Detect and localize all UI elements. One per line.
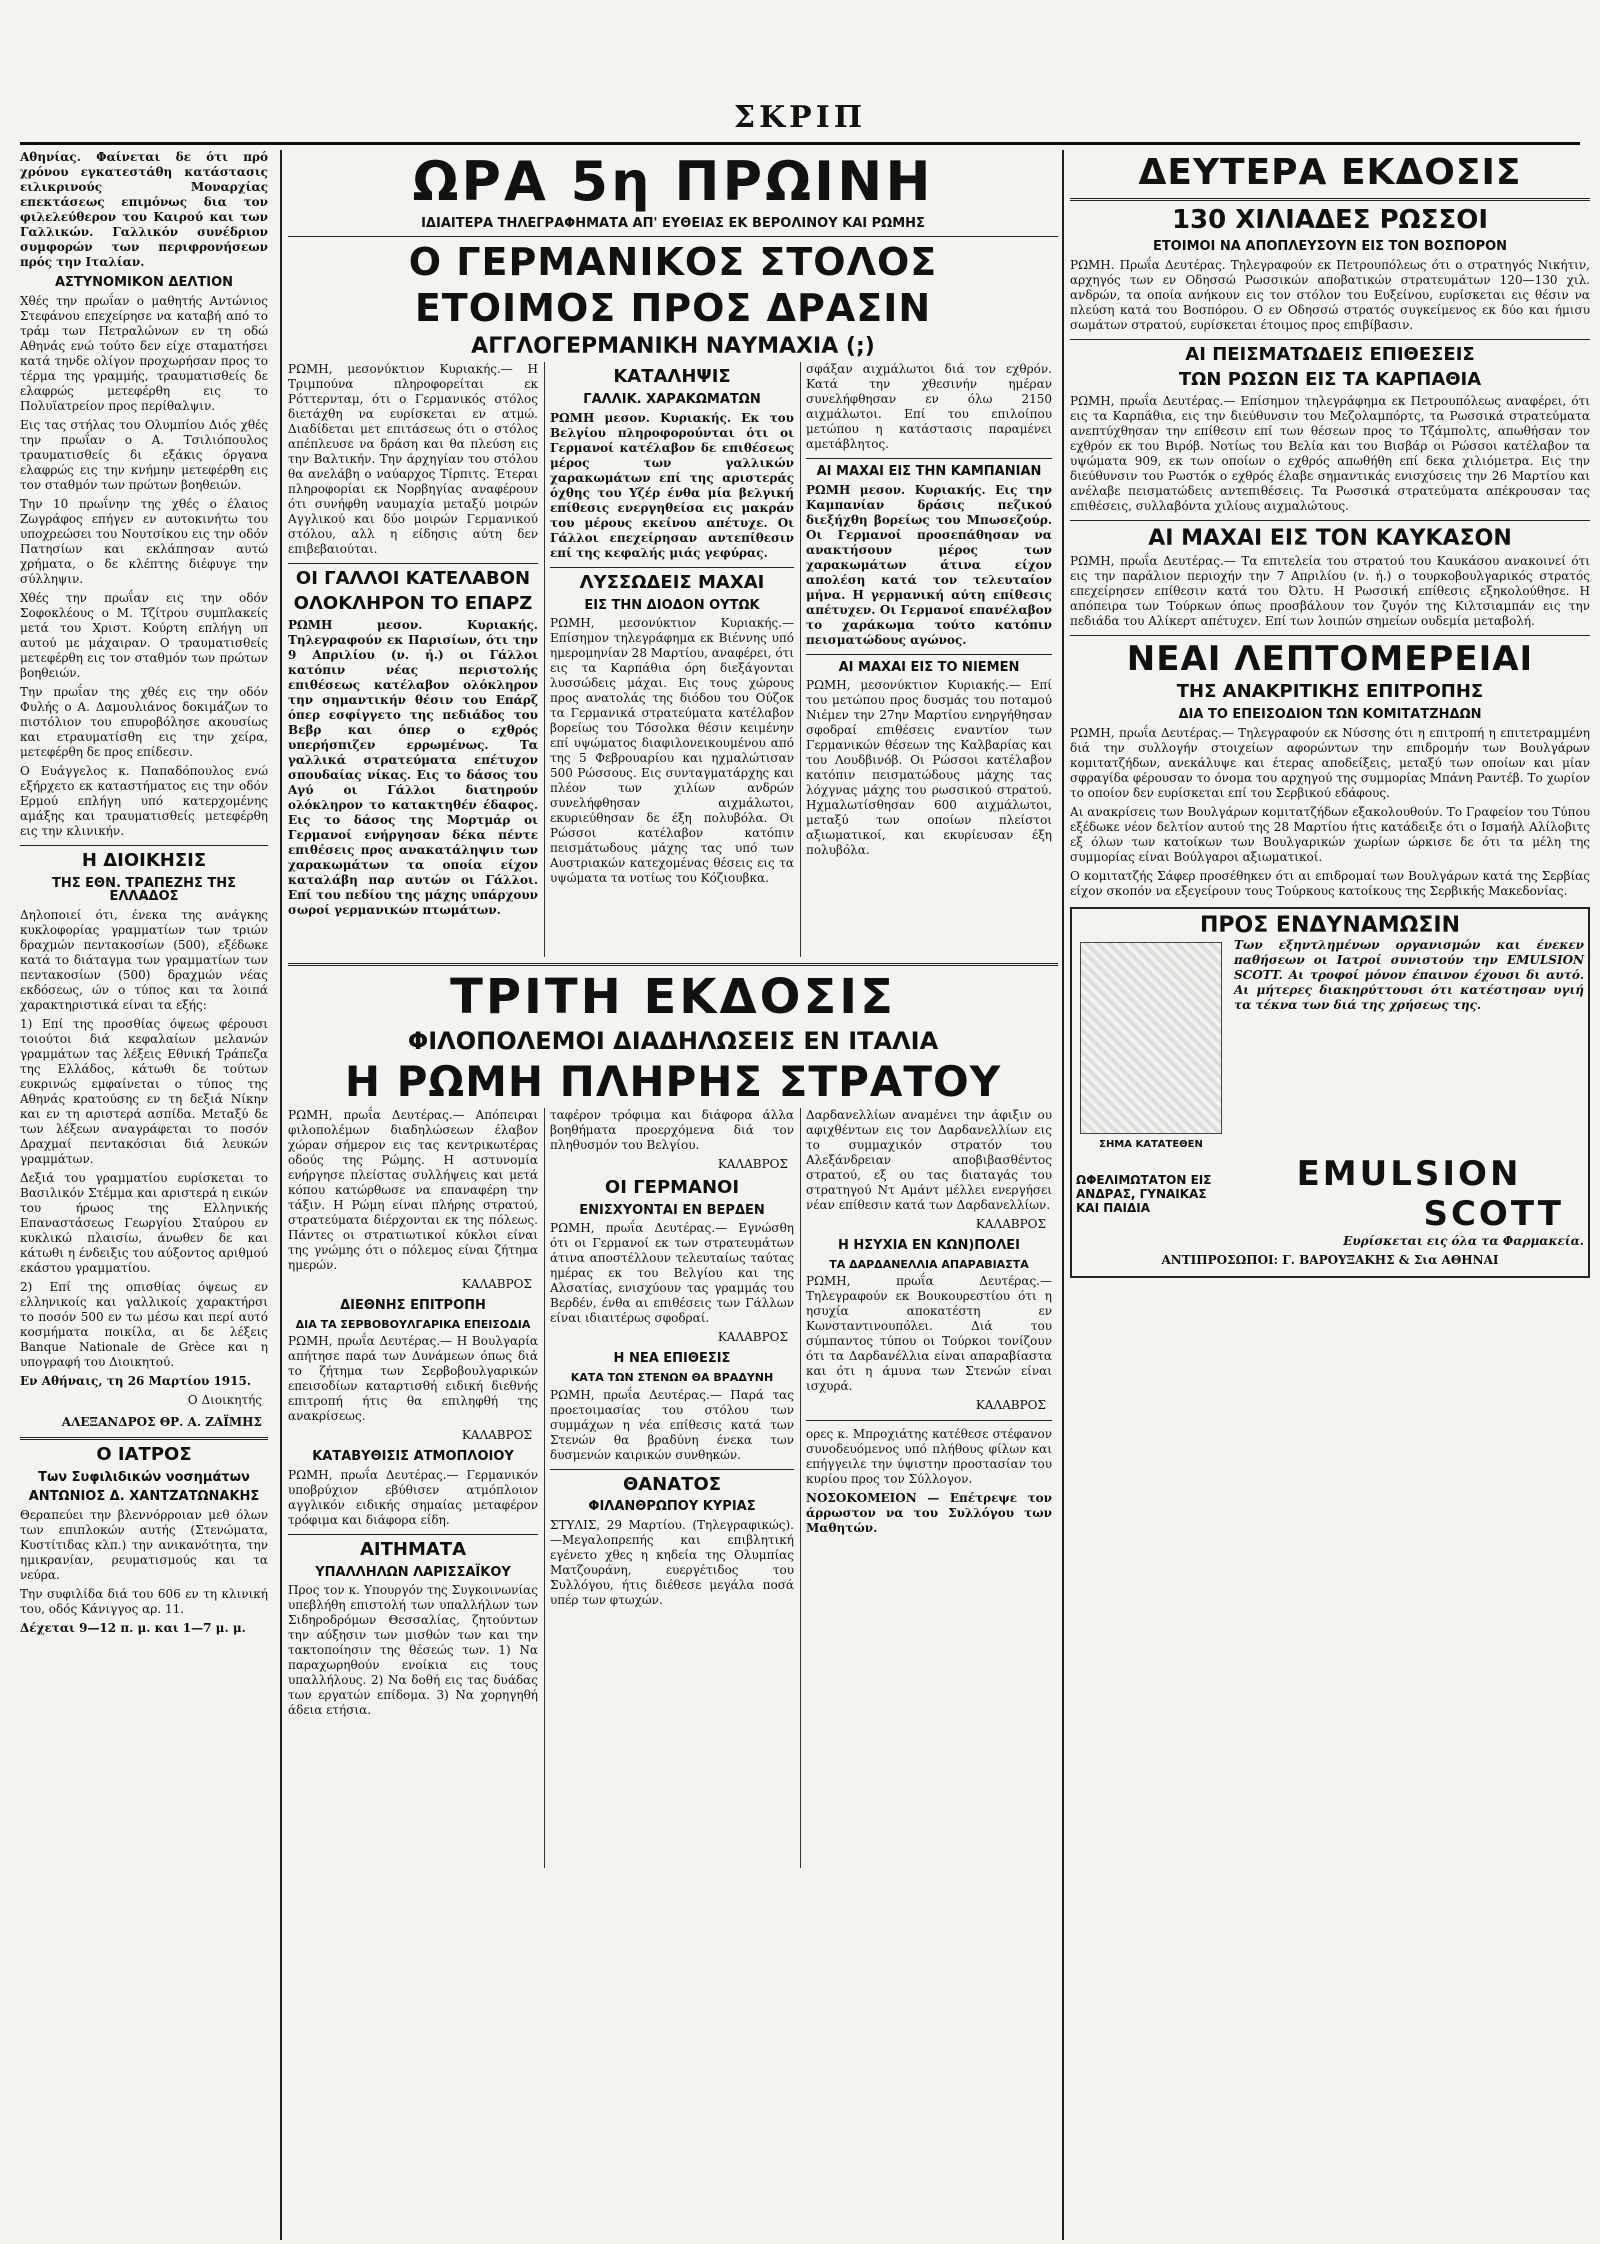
champagne-title: ΑΙ ΜΑΧΑΙ ΕΙΣ ΤΗΝ ΚΑΜΠΑΝΙΑΝ [816,464,1042,480]
doctor-hours: Δέχεται 9—12 π. μ. και 1—7 μ. μ. [20,1620,246,1635]
bank-paragraph-4: 2) Επί της οπισθίας όψεως εν ελληνικοίς και γαλλικοίς χαρακτήρσι το ποσόν 500 εν τω μέσω και περί αυτό κοσμήματα ποικίλα, αι δε λέξεις Banque Nationale de Grèce και η υπογραφή του Διοικητού. [20,1279,268,1369]
commission-signature: ΚΑΛΑΒΡΟΣ [461,1428,532,1443]
death-title: ΘΑΝΑΤΟΣ [622,1473,722,1495]
demands-subtitle: ΥΠΑΛΛΗΛΩΝ ΛΑΡΙΣΣΑΪΚΟΥ [315,1564,511,1580]
fleet-headline: Ο ΓΕΡΜΑΝΙΚΟΣ ΣΤΟΛΟΣ [408,240,938,285]
divider [20,1437,268,1440]
divider [1070,635,1590,636]
carpathia-subtitle: ΤΩΝ ΡΩΣΩΝ ΕΙΣ ΤΑ ΚΑΡΠΑΘΙΑ [1178,368,1482,390]
divider [806,654,1052,655]
ad-figure-block [1076,938,1226,1155]
verdun-paragraph: ΡΩΜΗ, πρωΐα Δευτέρας.— Εγνώσθη ότι οι Γερμανοί εκ των στρατευμάτων άτινα αποστέλλουν τελευταίως ταύτας ημέρας εκ του Βελγίου και της Αλσατίας, ενισχύουν τας γραμμάς του Βερδέν, ένθα αι επιθέσεις των Γάλλων είναι ιδιαιτέρως σφοδραί. [550,1221,794,1326]
top-rule [20,142,1580,145]
straits-subtitle: ΚΑΤΑ ΤΩΝ ΣΤΕΝΩΝ ΘΑ ΒΡΑΔΥΝΗ [570,1371,774,1385]
ad-availability: Ευρίσκεται εις όλα τα Φαρμακεία. [1343,1234,1584,1249]
furious-battles-paragraph: ΡΩΜΗ, μεσονύκτιον Κυριακής.— Επίσημον τηλεγράφημα εκ Βιέννης υπό ημερομηνίαν 28 Μαρτίου, αναφέρει, ότι εις τα Καρπάθια όρη διεξάγονται λυσσώδεις μάχαι. Εις τους χώρους προς ανατολάς της διόδου του Ούζοκ τα Γερμανικά στρατεύματα κατέλαβον βορείως του Τόσολκα θέσιν κειμένην επί υψώματος διαφιλονεικουμένου από της 5 Φεβρουαρίου και ηχμαλώτισαν 500 Ρώσσους. Εις συνταγματάρχης και πλέον των χιλίων ανδρών συνελήφθησαν αιχμάλωτοι, εκυριεύθησαν δε έξη πολυβόλα. Οι Ρώσσοι κατέλαβον κατόπιν πεισμάτωδους μάχης τας υπό των Αυστριακών κατεχομένας θέσεις εις τα υψώματα τα νοτίως του Κόζιουβκα. [550,616,795,886]
caucasus-title: ΑΙ ΜΑΧΑΙ ΕΙΣ ΤΟΝ ΚΑΥΚΑΣΟΝ [1148,525,1512,551]
divider [550,567,794,568]
new-details-subtitle-2: ΔΙΑ ΤΟ ΕΠΕΙΣΟΔΙΟΝ ΤΩΝ ΚΟΜΙΤΑΤΖΗΔΩΝ [1178,707,1482,723]
divider [288,236,1058,237]
divider [550,1469,794,1470]
police-paragraph-5: Την πρωΐαν της χθές εις την οδόν Φυλής ο Α. Δαμουλιάνος δοκιμάζων το πιστόλιον του επυροβόλησε ακουσίως και ετραυματίσθη εις την χείρα, μετεφέρθη δε προς επίδεσιν. [20,684,268,759]
dardanelles-article [806,1108,1052,1540]
police-paragraph-2: Εις τας στήλας του Ολυμπίου Διός χθές την πρωΐαν ο Α. Τσιλιόπουλος τραυματισθείς δι εξάκις όργανα ελαφρώς εις την κνήμην μετεφέρθη εις τον σταθμόν των πρώτων βοηθειών. [20,417,268,492]
ad-agents: ΑΝΤΙΠΡΟΣΩΠΟΙ: Γ. ΒΑΡΟΥΞΑΚΗΣ & Σια ΑΘΗΝΑΙ [1161,1253,1499,1268]
capture-article [550,362,794,890]
bank-paragraph-1: Δηλοποιεί ότι, ένεκα της ανάγκης κυκλοφορίας γραμματίων των τριών δραχμών πεντακοσίων (500), εξέδωκε κατά το διάταγμα των γραμματίων των πεντακοσίων (500) δραχμών νέας εκδόσεως, ών ο τύπος και τα λοιπά χαρακτηριστικά είναι τα εξής: [20,907,268,1012]
french-title: ΟΙ ΓΑΛΛΟΙ ΚΑΤΕΛΑΒΟΝ [295,568,531,590]
column-rule [544,1108,545,1868]
death-subtitle: ΦΙΛΑΝΘΡΩΠΟΥ ΚΥΡΙΑΣ [588,1499,756,1515]
trademark-label: ΣΗΜΑ ΚΑΤΑΤΕΘΕΝ [1099,1138,1203,1150]
capture-title: ΚΑΤΑΛΗΨΙΣ [613,366,731,388]
divider [1070,339,1590,340]
verdun-signature: ΚΑΛΑΒΡΟΣ [717,1330,788,1345]
banner-subtitle: ΙΔΙΑΙΤΕΡΑ ΤΗΛΕΓΡΑΦΗΜΑΤΑ ΑΠ' ΕΥΘΕΙΑΣ ΕΚ ΒΕΡΟΛΙΝΟΥ ΚΑΙ ΡΩΜΗΣ [421,215,925,231]
calm-subtitle: ΤΑ ΔΑΡΔΑΝΕΛΛΙΑ ΑΠΑΡΑΒΙΑΣΤΑ [829,1257,1029,1271]
divider [1070,198,1590,201]
verdun-title: ΟΙ ΓΕΡΜΑΝΟΙ [604,1176,740,1198]
new-details-subtitle: ΤΗΣ ΑΝΑΚΡΙΤΙΚΗΣ ΕΠΙΤΡΟΠΗΣ [1176,681,1484,703]
carpathia-title: ΑΙ ΠΕΙΣΜΑΤΩΔΕΙΣ ΕΠΙΘΕΣΕΙΣ [1185,343,1475,365]
bank-paragraph-2: 1) Επί της προσθίας όψεως φέρουσι τοιούτοι διά κεφαλαίων μελανών γραμμάτων τας λέξεις Εθνική Τράπεζα της Ελλάδος, κάτωθι δε τούτων ευκρινώς εμφαίνεται ο τύπος της Αθηνάς κρατούσης εν τη δεξιά Νίκην και εν τη αριστερά ασπίδα. Μεταξύ δε των λέξεων αναγράφεται το ποσόν Δραχμαί πεντακόσιαι διά λευκών γραμμάτων. [20,1016,268,1166]
ad-kids-label: ΚΑΙ ΠΑΙΔΙΑ [1076,1201,1151,1216]
rome-headline: Η ΡΩΜΗ ΠΛΗΡΗΣ ΣΤΡΑΤΟΥ [344,1056,1002,1106]
french-subtitle: ΟΛΟΚΛΗΡΟΝ ΤΟ ΕΠΑΡΖ [293,593,533,615]
new-details-paragraph-2: Αι ανακρίσεις των Βουλγάρων κομιτατζήδων εξακολουθούν. Το Γραφείον του Τύπου εξέδωκε νέον δελτίον αυτού της 28 Μαρτίου ήτις κατάδειξε ότι ο Ισμαήλ Αλίλοβιτς εξ όλων των κατοίκων των Βουλγαρικών χωρίων ώρκισε δε ότι τα μέλη της συμμορίας είναι Βούλγαροι αξιωματικοί. [1070,804,1590,864]
lower-news-block [288,1108,1058,1868]
death-paragraph: ΣΤΥΛΙΣ, 29 Μαρτίου. (Τηλεγραφικώς).—Μεγαλοπρεπής και επιβλητική εγένετο χθες η κηδεία της Ολυμπίας Ματζουράνη, ευεργέτιδος του Συλλόγου, ήτις διέθεσε μεγάλα ποσά υπέρ των φτωχών. [550,1518,794,1608]
italy-headline: ΦΙΛΟΠΟΛΕΜΟΙ ΔΙΑΔΗΛΩΣΕΙΣ ΕΝ ΙΤΑΛΙΑ [407,1026,939,1055]
new-details-paragraph-3: Ο κομιτατζής Σάφερ προσέθηκεν ότι αι επιδρομαί των Βουλγάρων κατά της Σερβίας είχον σκοπόν να εξεγείρουν τους Τούρκους κατοίκους της Σερβικής Μακεδονίας. [1070,868,1590,898]
police-paragraph-6: Ο Ευάγγελος κ. Παπαδόπουλος ενώ εξήρχετο εκ καταστήματος εις την οδόν Ερμού επλήγη υπό κατερχομένης αμάξης και τραυματισθείς μετεφέρθη εις την κλινικήν. [20,763,268,838]
demands-title: ΑΙΤΗΜΑΤΑ [359,1538,467,1560]
commission-paragraph: ΡΩΜΗ, πρωΐα Δευτέρας.— Η Βουλγαρία απήτησε παρά των Δυνάμεων όπως διά το ζήτημα των Σερβοβουλγαρικών επεισοδίων καταρτισθή ειδική διεθνής επιτροπή ήτις θα επιληφθή της ανακρίσεως. [288,1334,538,1424]
capture-paragraph: ΡΩΜΗ μεσον. Κυριακής. Εκ του Βελγίου πληροφορούνται ότι οι Γερμανοί κατέλαβον δε επιθέσεως μέρος των γαλλικών χαρακωμάτων επί της αριστεράς όχθης του Υζέρ ένθα μία βελγική επίθεσις ενεργηθείσα εις μακράν του μέρους εκείνου απέτυχε. Οι Γάλλοι επεχείρησαν αντεπίθεσιν επί της κεφαλής μιάς γεφύρας. [550,410,794,560]
belgium-paragraph: ταφέρον τρόφιμα και διάφορα άλλα βοηθήματα προερχόμενα διά τον πληθυσμόν του Βελγίου. [550,1107,794,1152]
commission-title: ΔΙΕΘΝΗΣ ΕΠΙΤΡΟΠΗ [340,1297,486,1313]
left-column [20,150,268,2240]
niemen-paragraph: ΡΩΜΗ, μεσονύκτιον Κυριακής.— Επί του μετώπου προς δυσμάς του ποταμού Νιέμεν την 27ην Μαρτίου ενηργήθησαν σφοδραί επιθέσεις εναντίον των Γερμανικών θέσεων της Καλβαρίας και του Λουδβινόβ. Οι Ρώσσοι κατέλαβον κατόπιν πεισματώδους μάχης τας λόχγνας μάχης του ρωσσικού στρατού. Ηχμαλωτίσθησαν 600 αιχμάλωτοι, μεταξύ των οποίων πλείστοι αξιωματικοί, και εκυρίευσαν έξη πολυβόλα. [806,678,1052,858]
doctor-ad-subtitle: Των Συφιλιδικών νοσημάτων [38,1469,250,1485]
fleet-headline-2: ΕΤΟΙΜΟΣ ΠΡΟΣ ΔΡΑΣΙΝ [414,286,932,331]
fisherman-illustration [1080,942,1222,1134]
divider [288,1534,538,1535]
second-edition-banner: ΔΕΥΤΕΡΑ ΕΚΔΟΣΙΣ [1138,152,1522,193]
top-news-block [288,362,1058,957]
calm-title: Η ΗΣΥΧΙΑ ΕΝ ΚΩΝ)ΠΟΛΕΙ [838,1237,1020,1253]
ad-useful-label: ΩΦΕΛΙΜΩΤΑΤΟΝ ΕΙΣ [1076,1173,1212,1188]
ship-paragraph: ΡΩΜΗ, πρωΐα Δευτέρας.— Γερμανικόν υποβρύχιον εβύθισεν ατμόπλοιον αγγλικόν ειδικής σημαίας μεταφέρον τρόφιμα και διάφορα είδη. [288,1467,538,1527]
right-column [1062,150,1590,2240]
emulsion-advertisement [1070,907,1590,1279]
divider [806,1420,1052,1421]
rome-signature: ΚΑΛΑΒΡΟΣ [461,1276,532,1291]
third-edition-headline: ΤΡΙΤΗ ΕΚΔΟΣΙΣ [450,969,896,1026]
ad-paragraph: Των εξηντλημένων οργανισμών και ένεκεν παθήσεων οι Ιατροί συνιστούν την EMULSION SCOTT. Αι τροφοί μόνον έπαινον έχουσι δι αυτό. Αι μήτερες διακηρύττουσι ότι κατέστησαν υγιή τα τέκνα των διά της χρήσεως της. [1234,937,1584,1012]
hospital-notice: ΝΟΣΟΚΟΜΕΙΟΝ — Επέτρεψε τον άρρωστον να του Συλλόγου των Μαθητών. [806,1491,1052,1536]
new-details-paragraph-1: ΡΩΜΗ, πρωΐα Δευτέρας.— Τηλεγραφούν εκ Νύσσης ότι η επιτροπή η επιτετραμμένη διά την συλλογήν στοιχείων αφορώντων την επιδρομήν των Βουλγάρων κομιτατζήδων, ανεκάλυψε και έτερας αποδείξεις, μεταξύ των οποίων και μίαν σφραγίδα φέρουσαν το όνομα του αρχηγού της συμμορίας Μπάνη Ραντέβ. Το χωρίον το οποίον δεν ευρίσκεται επί του Σερβικού εδάφους. [1070,725,1590,800]
french-paragraph: ΡΩΜΗ μεσον. Κυριακής. Τηλεγραφούν εκ Παρισίων, ότι την 9 Απριλίου (ν. ή.) οι Γάλλοι κατόπιν νέας περιστολής επιθέσεως κατέλαβον ολόκληρον την σημαντικήν θέσιν του Επάρζ όπερ εσφίγγετο της πεδιάδος του Βεβρ και όπερ ο εχθρός υπερήσπιζεν ερρωμένως. Τα γαλλικά στρατεύματα επέτυχον σπουδαίας νίκας. Εις το δάσος του Αγύ οι Γάλλοι διατηρούν ολόκληρον το κατακτηθέν έδαφος. Εις το δάσος της Μορτμάρ οι Γερμανοί ενήργησαν δέκα πέντε επιθέσεις προς ανακατάληψιν των χαρακωμάτων τα οποία είχον καταλάβη παρ αυτών οι Γάλλοι. Επί του πεδίου της μάχης υπάρχουν σωροί γερμανικών πτωμάτων. [288,617,538,917]
masthead-title: ΣΚΡΙΠ [733,100,867,135]
dardanelles-paragraph: Δαρδανελλίων αναμένει την άφιξιν ου αφιχθέντων εις τον Δαρδανελλίων εις το συμμαχικόν στρατόν του Αλεξάνδρειαν αποβιβασθέντος στρατού, εξ ου τας διαταγάς του στρατηγού Ντ Αμάντ μέλλει ενεργήσει νέαν επίθεσιν κατά των Δαρδανελλίων. [806,1107,1052,1212]
police-paragraph-1: Χθές την πρωΐαν ο μαθητής Αντώνιος Στεφάνου επεχείρησε να καταβή από το τράμ των Πετραλώνων εν τη οδώ Αθηνάς ενώ τούτο δεν είχε σταματήσει κατά τηνδε ολίγον προχωρήσαν προς το τέρμα της γραμμής, τραυματισθείς δε ελαφρώς μετεφέρθη εις το Πολυϊατρείον προς περίθαλψιν. [20,293,268,413]
fleet-article [288,362,538,922]
doctor-paragraph-1: Θεραπεύει την βλεννόρροιαν μεθ όλων των επιπλοκών αυτής (Στενώματα, Κυστίτιδας κλπ.) την ανικανότητα, την ημικρανίαν, ρευματισμούς και τα νεύρα. [20,1507,268,1582]
doctor-name: ΑΝΤΩΝΙΟΣ Δ. ΧΑΝΤΖΑΤΩΝΑΚΗΣ [28,1489,260,1505]
furious-battles-title: ΛΥΣΣΩΔΕΙΣ ΜΑΧΑΙ [579,571,765,593]
ad-footer [1076,1154,1584,1234]
bank-signature-role: Ο Διοικητής [187,1392,262,1407]
doctor-ad-title: Ο ΙΑΤΡΟΣ [96,1443,192,1465]
divider [288,963,1058,966]
new-details-title: ΝΕΑΙ ΛΕΠΤΟΜΕΡΕΙΑΙ [1126,638,1534,679]
fleet-paragraph: ΡΩΜΗ, μεσονύκτιον Κυριακής.— Η Τριμπούνα πληροφορείται εκ Ρόττερνταμ, ότι ο Γερμανικός στόλος διετάχθη να ευρίσκεται εν ατμώ. Διαδίδεται μετ επιτάσεως ότι ο στόλος απέπλευσε να δράση και θα πλεύση εις την Βαλτικήν. Την άρχηγίαν του στόλου θα ανελάβη ο ναύαρχος Τίρπιτς. Έτεραι πληροφορίαι εκ Νορβηγίας αναφέρουν ότι συνήφθη ναυμαχία μεταξύ μοιρών Αγγλικού και δύο μοιρών Γερμανικού στόλου, αλλ η είδησις αύτη δεν επιβεβαιούται. [288,362,538,557]
ship-title: ΚΑΤΑΒΥΘΙΣΙΣ ΑΤΜΟΠΛΟΙΟΥ [312,1449,514,1465]
russians-headline: 130 ΧΙΛΙΑΔΕΣ ΡΩΣΣΟΙ [1171,204,1489,235]
doctor-paragraph-2: Την συφιλίδα διά του 606 εν τη κλινική του, οδός Κάνιγγος αρ. 11. [20,1586,268,1616]
calm-paragraph: ΡΩΜΗ, πρωΐα Δευτέρας.— Τηλεγραφούν εκ Βουκουρεστίου ότι η ησυχία αποκατέστη εν Κωνσταντινουπόλει. Διά του σύμπαντος τύπου οι Τούρκοι τονίζουν ότι τα Δαρδανέλλια είναι απαραβίαστα και ότι η άμυνα των Στενών είναι ισχυρά. [806,1274,1052,1394]
brand-scott: SCOTT [1423,1194,1564,1235]
banner-headline: ΩΡΑ 5η ΠΡΩΙΝΗ [412,150,934,213]
captives-paragraph: σφάξαν αιχμάλωτοι διά τον εχθρόν. Κατά την χθεσινήν ημέραν συνελήφθησαν εν όλω 2150 αιχμάλωτοι. Επί του επιλοίπου μετώπου η κατάστασις παραμένει αμετάβλητος. [806,362,1052,452]
column-rule [800,362,801,957]
furious-battles-subtitle: ΕΙΣ ΤΗΝ ΔΙΟΔΟΝ ΟΥΤΩΚ [584,597,760,613]
ad-title: ΠΡΟΣ ΕΝΔΥΝΑΜΩΣΙΝ [1200,912,1460,938]
champagne-article [806,362,1052,862]
ad-who-label: ΑΝΔΡΑΣ, ΓΥΝΑΙΚΑΣ [1076,1187,1207,1202]
divider [806,458,1052,459]
intro-paragraph: Αθηνίας. Φαίνεται δε ότι πρό χρόνου εγκατεστάθη κατάστασις ειλικρινούς Μοναρχίας επεκτάσεως επιμόνως δια τον φιλελεύθερον του Καιρού και των Γαλλικών. Γαλλικόν συνέδριον συμφορών των περιφρονήσεων πρός την Ιταλίαν. [20,150,268,269]
verdun-article [550,1108,794,1612]
column-rule [800,1108,801,1868]
demands-paragraph: Προς τον κ. Υπουργόν της Συγκοινωνίας υπεβλήθη επιστολή των υπαλλήλων των Σιδηροδρόμων Θεσσαλίας, ζητούντων την αύξησιν των μισθών των και την τακτοποίησιν της θέσεώς των. 1) Να παραχωρηθούν ενοίκια εις τους υπαλλήλους. 2) Να δοθή εις τας δυάδας των εργατών επίδομα. 3) Να χορηγηθή άδεια ετήσια. [288,1583,538,1718]
rome-article [288,1108,538,1722]
fleet-subheadline: ΑΓΓΛΟΓΕΡΜΑΝΙΚΗ ΝΑΥΜΑΧΙΑ (;) [471,334,875,360]
bank-paragraph-3: Δεξιά του γραμματίου ευρίσκεται το Βασιλικόν Στέμμα και αριστερά η εικών του ήρωος της Ελληνικής Επαναστάσεως Γεωργίου Σταύρου εν κυκλικώ πλαισίω, άνωθεν δε και κάτωθι η ένδειξις του αύξοντος αριθμού εκάστου γραμματίου. [20,1170,268,1275]
divider [1070,520,1590,521]
police-bulletin-title: ΑΣΤΥΝΟΜΙΚΟΝ ΔΕΛΤΙΟΝ [54,275,234,290]
center-column [280,150,1058,2240]
capture-subtitle: ΓΑΛΛΙΚ. ΧΑΡΑΚΩΜΑΤΩΝ [583,392,761,408]
ad-brand [1234,1154,1584,1234]
ad-text-block [1234,938,1584,1155]
straits-title: Η ΝΕΑ ΕΠΙΘΕΣΙΣ [613,1351,731,1367]
volunteer-paragraph: ορες κ. Μπροχιάτης κατέθεσε στέφανον συνοδευόμενος υπό πλήθους φίλων και επήγγειλε την ύψιστην προστασίαν του κυρίου προς τον Σύλλογον. [806,1427,1052,1487]
caucasus-paragraph: ΡΩΜΗ, πρωΐα Δευτέρας.— Τα επιτελεία του στρατού του Καυκάσου ανακοινεί ότι εις την παράλιον περιοχήν την 7 Απριλίου (ν. ή.) ο τουρκοβουλγαρικός στρατός επεχείρησεν επίθεσιν κατά του Όλτυ. Η Ρωσσική επίθεσις εξηκολούθησε. Η απόπειρα των Τούρκων όπως προσβάλουν τον ζυγόν της Κιλτσιαμπάν εις την πεδιάδα του Αλίκερτ απέτυχεν. Επί των λοιπών σημείων ουδεμία μεταβολή. [1070,553,1590,628]
divider [288,563,538,564]
divider [20,845,268,846]
verdun-subtitle: ΕΝΙΣΧΥΟΝΤΑΙ ΕΝ ΒΕΡΔΕΝ [579,1202,765,1218]
russians-subheadline: ΕΤΟΙΜΟΙ ΝΑ ΑΠΟΠΛΕΥΣΟΥΝ ΕΙΣ ΤΟΝ ΒΟΣΠΟΡΟΝ [1152,239,1508,255]
bank-notice-subtitle: ΤΗΣ ΕΘΝ. ΤΡΑΠΕΖΗΣ ΤΗΣ ΕΛΛΑΔΟΣ [52,875,236,905]
champagne-paragraph: ΡΩΜΗ μεσον. Κυριακής. Εις την Καμπανίαν δράσις πεζικού διεξήχθη βορείως του Μπωσεζούρ. Οι Γερμανοί προσεπάθησαν να ανακτήσουν μέρος των χαρακωμάτων άτινα είχον απολέση κατά τον τελευταίον μήνα. Η γερμανική αύτη επίθεσις απέτυχεν. Οι Γερμανοί επανέλαβον το χαράκωμα τούτο κατόπιν πεισματώδους αγώνος. [806,482,1052,647]
commission-subtitle: ΔΙΑ ΤΑ ΣΕΡΒΟΒΟΥΛΓΑΡΙΚΑ ΕΠΕΙΣΟΔΙΑ [295,1317,531,1331]
police-paragraph-3: Την 10 πρωΐνην της χθές ο έλαιος Ζωγράφος επήγεν εν αυτοκινήτω του υποχρεώσει του Νουτσίκου εις την οδόν Πατησίων και εκλάπησαν αυτώ χρήματα, ο δε κλέπτης διέφυγε την σύλληψιν. [20,496,268,586]
dardanelles-signature: ΚΑΛΑΒΡΟΣ [975,1216,1046,1231]
bank-notice-title: Η ΔΙΟΙΚΗΣΙΣ [81,849,207,871]
ad-body [1076,938,1584,1155]
police-paragraph-4: Χθές την πρωΐαν εις την οδόν Σοφοκλέους ο Μ. Τζίτρου συμπλακείς μετά του Χριστ. Κούρτη επλήγη υπ αυτού με μάχαιραν. Ο τραυματισθείς μετεφέρθη εις τον σταθμόν των πρώτων βοηθειών. [20,590,268,680]
carpathia-paragraph: ΡΩΜΗ, πρωΐα Δευτέρας.— Επίσημον τηλεγράφημα εκ Πετρουπόλεως αναφέρει, ότι εις τα Καρπάθια, εις την διεύθυνσιν του Μεζολαμπόρτς, τα Ρωσσικά στρατεύματα ανεπτύχθησαν την επίθεσιν επί των θέσεων προς το Τζάμπολτς, απωθήσαν τον εχθρόν εκ του Βιρόβ. Νοτίως του Βελία και του Βισβάρ οι Ρώσσοι κατέλαβον τα υψώματα 909, εκ των οποίων ο εχθρός απωθήθη επί δεκα χιλιόμετρα. Εις την διεύθυνσιν του Ρωστόκ ο εχθρός έλαβε σημαντικάς ενισχύσεις την 26 Μαρτίου και ανέλαβε πεισματώδεις αντεπιθέσεις. Τα Ρωσσικά στρατεύματα απέκρουσαν τας επιθέσεις, συλλαβόντα χιλίους αιχμαλώτους. [1070,393,1590,513]
bank-date: Εν Αθήναις, τη 26 Μαρτίου 1915. [20,1373,252,1388]
belgium-signature: ΚΑΛΑΒΡΟΣ [717,1156,788,1171]
niemen-title: ΑΙ ΜΑΧΑΙ ΕΙΣ ΤΟ ΝΙΕΜΕΝ [838,659,1020,675]
bank-signature: ΑΛΕΞΑΝΔΡΟΣ ΘΡ. Α. ΖΑΪΜΗΣ [61,1414,262,1429]
brand-emulsion: EMULSION [1296,1154,1522,1195]
rome-paragraph: ΡΩΜΗ, πρωΐα Δευτέρας.— Απόπειραι φιλοπολέμων διαδηλώσεων έλαβον χώραν σήμερον εις τας κεντρικωτέρας οδούς της Ρώμης. Η αστυνομία ενήργησε πλείστας συλλήψεις και μετά κόπου κατώρθωσε να επαναφέρη την τάξιν. Η Ρώμη είναι πλήρης στρατού, στρατεύματα διέρχονται εκ της πόλεως. Πάντες οι στρατιωτικοί κύκλοι είναι της γνώμης ότι ο πόλεμος είναι ζήτημα ημερών. [288,1107,538,1272]
calm-signature: ΚΑΛΑΒΡΟΣ [975,1398,1046,1413]
straits-paragraph: ΡΩΜΗ, πρωΐα Δευτέρας.— Παρά τας προετοιμασίας του στόλου των συμμάχων η νέα επίθεσις κατά των Στενών θα βραδύνη ένεκα των δυσμενών καιρικών συνθηκών. [550,1387,794,1462]
column-rule [544,362,545,957]
russians-paragraph: ΡΩΜΗ. Πρωΐα Δευτέρας. Τηλεγραφούν εκ Πετρουπόλεως ότι ο στρατηγός Νικήτιν, αρχηγός των εν Οδησσώ Ρωσσικών αποβατικών στρατευμάτων 120—130 χιλ. ανδρών, τα οποία ανήκουν εις τον στόλον του Ευξείνου, ευρίσκεται εις θέσιν να πλεύση κατά του Βοσπόρου. Ο εν Οδησσώ στρατός συγκείμενος εκ δύο και ήμισυ σωμάτων στρατού, ευρίσκεται έτοιμος προς επιβίβασιν. [1070,257,1590,332]
ad-audience [1076,1173,1226,1215]
